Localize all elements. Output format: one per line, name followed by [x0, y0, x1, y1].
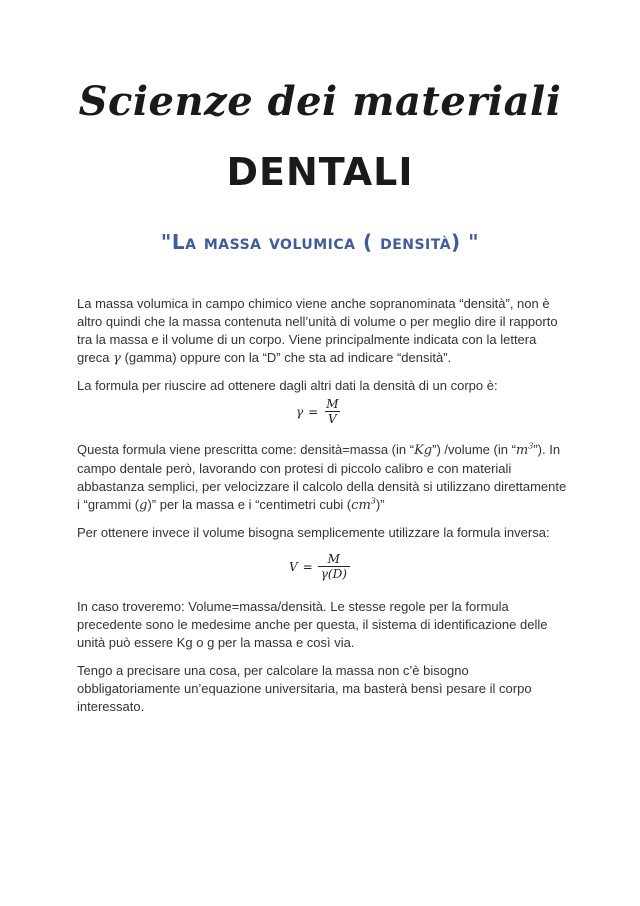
gamma-symbol: γ — [113, 351, 121, 366]
formula-density-numerator: M — [326, 397, 339, 411]
formula-volume-numerator: M — [327, 552, 340, 566]
paragraph-1-text: La massa volumica in campo chimico viene anche sopranominata “densità”, non è altro quindi che la massa contenuta nell’unità di volume o per meglio dire il rapporto tra la massa e il volume di un corpo. Viene principalmente indicata con la lettera greca — [77, 296, 558, 365]
formula-volume-denominator: γ(D) — [318, 566, 350, 581]
formula-density-fraction — [323, 397, 341, 426]
paragraph-1 — [77, 295, 567, 368]
formula-volume-fraction — [318, 552, 350, 581]
paragraph-3-part-d: )” per la massa e i “centimetri cubi ( — [147, 497, 352, 512]
paragraph-3-part-c: ”). In campo dentale però, lavorando con protesi di piccolo calibro e con materiali abbastanza semplici, per velocizzare il calcolo della densità si utilizzano direttamente i “grammi ( — [77, 442, 567, 512]
formula-volume-equals: = — [302, 559, 313, 574]
paragraph-3-part-e: )” — [375, 497, 385, 512]
paragraph-3-part-a: Questa formula viene prescritta come: densità=massa (in “ — [77, 442, 415, 457]
paragraph-2: La formula per riuscire ad ottenere dagli altri dati la densità di un corpo è: — [77, 378, 498, 393]
formula-volume — [289, 552, 350, 581]
paragraph-3 — [77, 441, 567, 515]
title-line-1: Scienze dei materiali — [78, 78, 562, 125]
formula-volume-lhs: V — [289, 559, 298, 574]
paragraph-4: Per ottenere invece il volume bisogna semplicemente utilizzare la formula inversa: — [77, 525, 550, 540]
paragraph-6: Tengo a precisare una cosa, per calcolare la massa non c’è bisogno obbligatoriamente un’equazione universitaria, ma basterà bensì pesare il corpo interessato. — [77, 663, 532, 714]
unit-m-exponent: 3 — [528, 441, 534, 451]
unit-cm: cm — [351, 498, 371, 513]
unit-m: m — [515, 443, 529, 458]
unit-kg: Kg — [414, 443, 433, 458]
unit-cm-exponent: 3 — [370, 496, 376, 506]
paragraph-1-end: (gamma) oppure con la “D” che sta ad indicare “densità”. — [124, 350, 452, 365]
subtitle: "La massa volumica ( densità) " — [160, 230, 480, 254]
formula-density-lhs: γ — [296, 404, 304, 419]
paragraph-5: In caso troveremo: Volume=massa/densità. Le stesse regole per la formula precedente sono le medesime anche per questa, il sistema di identificazione delle unità può essere Kg o g per la massa e così via. — [77, 599, 548, 650]
formula-density — [296, 397, 342, 426]
title-line-2: DENTALI — [226, 150, 414, 194]
unit-g: g — [139, 498, 148, 513]
formula-density-equals: = — [308, 404, 319, 419]
paragraph-3-part-b: ”) /volume (in “ — [432, 442, 516, 457]
formula-density-denominator: V — [325, 411, 340, 426]
